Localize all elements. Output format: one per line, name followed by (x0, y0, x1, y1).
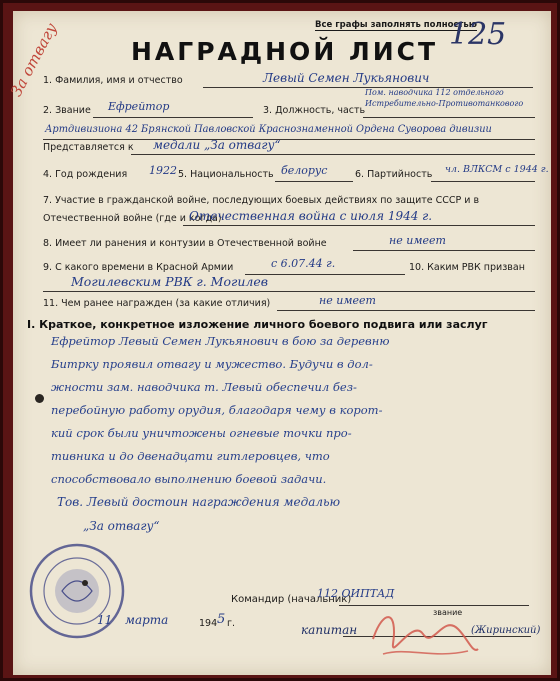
field-2-line (93, 117, 253, 118)
rank-caption: звание (433, 608, 463, 617)
date-suffix: г. (227, 618, 236, 629)
narrative-line-2: Битрку проявил отвагу и мужество. Будучи в дол- (51, 357, 373, 371)
narrative-line-5: кий срок были уничтожены огневые точки про- (51, 426, 352, 440)
field-11-line (277, 310, 535, 311)
date-year-printed: 194 (199, 618, 218, 629)
commander-value: 112 ОИПТАД (317, 587, 395, 600)
field-3-line (363, 117, 535, 118)
field-3-value: Пом. наводчика 112 отдельного Истребительно-Противотанкового (365, 88, 524, 108)
rank-value: капитан (301, 623, 358, 637)
margin-note-red: За отвагу (7, 20, 61, 100)
narrative-line-1: Ефрейтор Левый Семен Лукьянович в бою за деревню (51, 334, 390, 348)
award-sheet (7, 11, 551, 675)
sheet-number: 125 (449, 17, 507, 52)
field-11-value: не имеет (319, 294, 376, 307)
field-6-label: 6. Партийность (355, 169, 433, 180)
field-3-continuation-line (43, 139, 535, 140)
field-7-line (183, 225, 535, 226)
presented-line (131, 154, 535, 155)
field-3-label: 3. Должность, часть (263, 105, 366, 116)
narrative-line-8: Тов. Левый достоин награждения медалью (57, 495, 341, 509)
field-8-label: 8. Имеет ли ранения и контузии в Отечественной войне (43, 238, 327, 249)
field-5-value: белорус (281, 164, 328, 177)
document-title: НАГРАДНОЙ ЛИСТ (131, 37, 439, 66)
field-1-label: 1. Фамилия, имя и отчество (43, 75, 183, 86)
signer-name: (Жиринский) (471, 625, 541, 636)
field-10-line (43, 291, 535, 292)
section-heading: I. Краткое, конкретное изложение личного боевого подвига или заслуг (27, 318, 488, 331)
date-year-hand: 5 (217, 612, 226, 627)
narrative-line-4: перебойную работу орудия, благодаря чему в корот- (51, 403, 383, 417)
field-9-line (245, 274, 405, 275)
commander-label: Командир (начальник) (231, 594, 352, 605)
punch-hole (35, 394, 44, 403)
field-6-value: чл. ВЛКСМ с 1944 г. (445, 164, 549, 175)
field-9-value: с 6.07.44 г. (271, 257, 336, 270)
date-day: 11 (97, 613, 113, 627)
field-3-continuation-value: Артдивизиона 42 Брянской Павловской Краснознаменной Ордена Суворова дивизии (45, 124, 492, 135)
field-5-label: 5. Национальность (178, 169, 274, 180)
field-1-value: Левый Семен Лукьянович (263, 71, 430, 85)
red-signature (363, 599, 483, 669)
field-2-label: 2. Звание (43, 105, 91, 116)
date-month: марта (125, 613, 169, 627)
narrative-line-3: жности зам. наводчика т. Левый обеспечил без- (51, 380, 357, 394)
fill-all-fields-note: Все графы заполнять полностью (315, 20, 478, 30)
narrative-line-9: „За отвагу“ (83, 519, 160, 533)
narrative-line-6: тивника и до двенадцати гитлеровцев, что (51, 449, 330, 463)
field-8-line (353, 250, 535, 251)
presented-value: медали „За отвагу“ (153, 138, 281, 152)
field-4-value: 1922 (149, 164, 177, 177)
field-7-label: 7. Участие в гражданской войне, последующих боевых действиях по защите СССР и в Отечественной войне (где и когда) (43, 195, 480, 224)
field-8-value: не имеет (389, 234, 446, 247)
field-7-value: Отечественная война с июля 1944 г. (189, 209, 433, 223)
field-2-value: Ефрейтор (108, 100, 170, 113)
field-11-label: 11. Чем ранее награжден (за какие отличия) (43, 298, 271, 309)
field-5-line (275, 181, 353, 182)
field-9-label: 9. С какого времени в Красной Армии (43, 262, 234, 273)
narrative-line-7: способствовало выполнению боевой задачи. (51, 472, 327, 486)
field-6-line (431, 181, 535, 182)
field-10-label: 10. Каким РВК призван (409, 262, 525, 273)
field-4-label: 4. Год рождения (43, 169, 128, 180)
field-10-value: Могилевским РВК г. Могилев (71, 274, 269, 289)
presented-label: Представляется к (43, 142, 134, 153)
